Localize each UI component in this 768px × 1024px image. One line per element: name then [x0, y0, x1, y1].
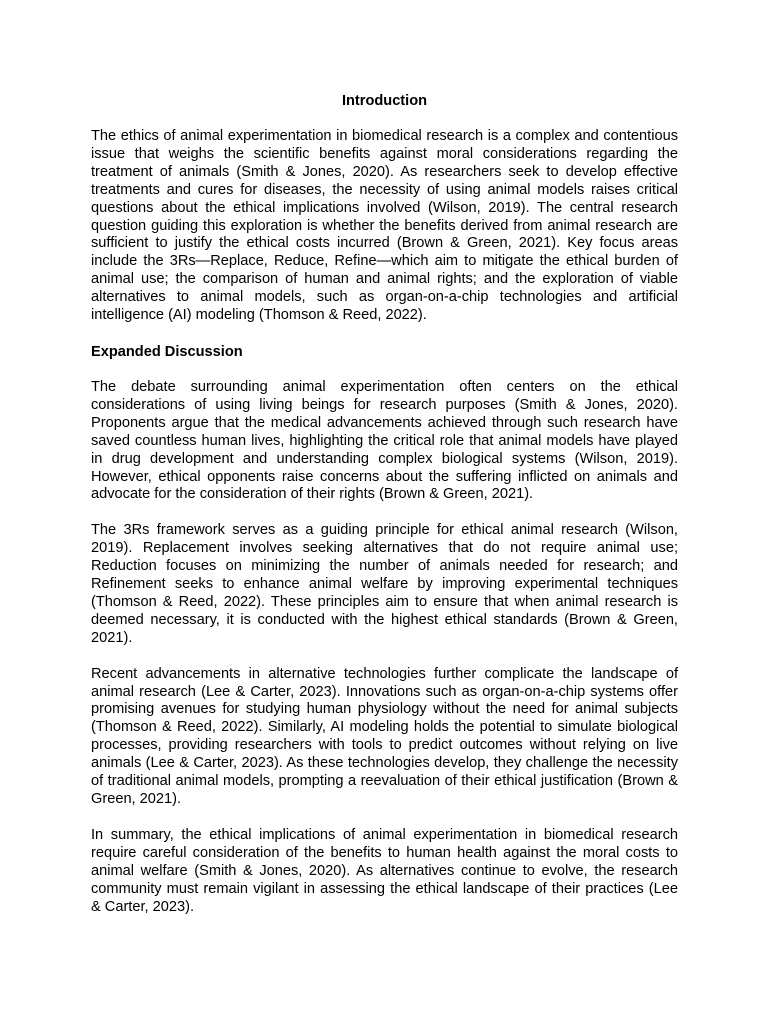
- expanded-discussion-heading: Expanded Discussion: [91, 343, 243, 360]
- discussion-paragraph-1: The debate surrounding animal experimentation often centers on the ethical considerations of using living beings for research purposes (Smith & Jones, 2020). Proponents argue that the medical advancements achieved through such research have saved countless human lives, highlighting the critical role that animal models have played in drug development and understanding complex biological systems (Wilson, 2019). However, ethical opponents raise concerns about the suffering inflicted on animals and advocate for the consideration of their rights (Brown & Green, 2021).: [91, 378, 678, 503]
- summary-paragraph: In summary, the ethical implications of animal experimentation in biomedical research require careful consideration of the benefits to human health against the moral costs to animal welfare (Smith & Jones, 2020). As alternatives continue to evolve, the research community must remain vigilant in assessing the ethical landscape of their practices (Lee & Carter, 2023).: [91, 826, 678, 915]
- introduction-paragraph: The ethics of animal experimentation in biomedical research is a complex and contentious issue that weighs the scientific benefits against moral considerations regarding the treatment of animals (Smith & Jones, 2020). As researchers seek to develop effective treatments and cures for diseases, the necessity of using animal models raises critical questions about the ethical implications involved (Wilson, 2019). The central research question guiding this exploration is whether the benefits derived from animal research are sufficient to justify the ethical costs incurred (Brown & Green, 2021). Key focus areas include the 3Rs—Replace, Reduce, Refine—which aim to mitigate the ethical burden of animal use; the comparison of human and animal rights; and the exploration of viable alternatives to animal models, such as organ-on-a-chip technologies and artificial intelligence (AI) modeling (Thomson & Reed, 2022).: [91, 128, 678, 324]
- introduction-heading: Introduction: [341, 93, 428, 109]
- document-page: [91, 92, 678, 934]
- discussion-paragraph-2: The 3Rs framework serves as a guiding principle for ethical animal research (Wilson, 2019). Replacement involves seeking alternatives that do not require animal use; Reduction focuses on minimizing the number of animals needed for research; and Refinement seeks to enhance animal welfare by improving experimental techniques (Thomson & Reed, 2022). These principles aim to ensure that when animal research is deemed necessary, it is conducted with the highest ethical standards (Brown & Green, 2021).: [91, 522, 678, 646]
- discussion-paragraph-3: Recent advancements in alternative technologies further complicate the landscape of animal research (Lee & Carter, 2023). Innovations such as organ-on-a-chip systems offer promising avenues for studying human physiology without the need for animal subjects (Thomson & Reed, 2022). Similarly, AI modeling holds the potential to simulate biological processes, providing researchers with tools to predict outcomes without relying on live animals (Lee & Carter, 2023). As these technologies develop, they challenge the necessity of traditional animal models, prompting a reevaluation of their ethical justification (Brown & Green, 2021).: [91, 665, 678, 807]
